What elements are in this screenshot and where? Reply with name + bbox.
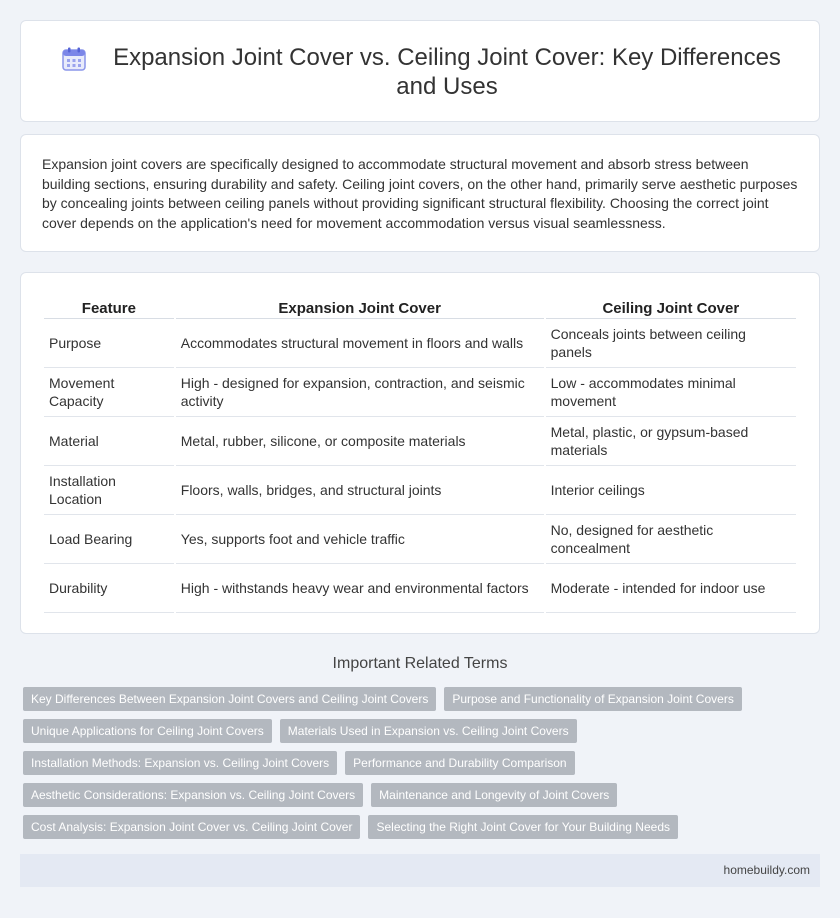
header-feature: Feature — [44, 297, 174, 319]
tag-row — [23, 751, 823, 775]
comparison-table — [42, 297, 798, 613]
related-term-tag[interactable]: Cost Analysis: Expansion Joint Cover vs. Ceiling Joint Cover — [23, 815, 360, 839]
tag-row — [23, 815, 823, 839]
table-row — [44, 515, 796, 564]
table-header-row — [44, 297, 796, 319]
footer — [20, 854, 820, 887]
related-term-tag[interactable]: Key Differences Between Expansion Joint Covers and Ceiling Joint Covers — [23, 687, 436, 711]
comparison-card — [20, 272, 820, 634]
cell-feature: Installation Location — [44, 466, 174, 515]
cell-expansion: Accommodates structural movement in floors and walls — [176, 319, 544, 368]
related-term-tag[interactable]: Aesthetic Considerations: Expansion vs. Ceiling Joint Covers — [23, 783, 363, 807]
cell-feature: Purpose — [44, 319, 174, 368]
page-title: Expansion Joint Cover vs. Ceiling Joint Cover: Key Differences and Uses — [113, 44, 781, 100]
calendar-icon — [61, 46, 87, 72]
header-expansion-joint-cover: Expansion Joint Cover — [176, 297, 544, 319]
cell-expansion: High - withstands heavy wear and environmental factors — [176, 564, 544, 613]
related-term-tag[interactable]: Installation Methods: Expansion vs. Ceiling Joint Covers — [23, 751, 337, 775]
footer-site-link[interactable]: homebuildy.com — [723, 863, 810, 877]
cell-expansion: Metal, rubber, silicone, or composite materials — [176, 417, 544, 466]
tag-row — [23, 687, 823, 711]
cell-ceiling: Interior ceilings — [546, 466, 796, 515]
table-row — [44, 417, 796, 466]
related-terms-heading: Important Related Terms — [332, 655, 508, 672]
cell-feature: Load Bearing — [44, 515, 174, 564]
related-term-tag[interactable]: Selecting the Right Joint Cover for Your Building Needs — [368, 815, 678, 839]
intro-paragraph: Expansion joint covers are specifically designed to accommodate structural movement and absorb stress between building sections, ensuring durability and safety. Ceiling joint covers, on the other hand, primarily serve aesthetic purposes by concealing joints between ceiling panels without providing significant structural flexibility. Choosing the correct joint cover depends on the application's need for movement accommodation versus visual seamlessness. — [42, 156, 798, 231]
cell-ceiling: Conceals joints between ceiling panels — [546, 319, 796, 368]
table-row — [44, 368, 796, 417]
tag-row — [23, 783, 823, 807]
intro-card — [20, 134, 820, 252]
cell-ceiling: Moderate - intended for indoor use — [546, 564, 796, 613]
header-ceiling-joint-cover: Ceiling Joint Cover — [546, 297, 796, 319]
table-row — [44, 564, 796, 613]
related-term-tag[interactable]: Performance and Durability Comparison — [345, 751, 574, 775]
cell-expansion: Floors, walls, bridges, and structural joints — [176, 466, 544, 515]
cell-feature: Durability — [44, 564, 174, 613]
tag-row — [23, 719, 823, 743]
cell-ceiling: No, designed for aesthetic concealment — [546, 515, 796, 564]
cell-expansion: Yes, supports foot and vehicle traffic — [176, 515, 544, 564]
table-row — [44, 319, 796, 368]
related-term-tag[interactable]: Materials Used in Expansion vs. Ceiling Joint Covers — [280, 719, 577, 743]
related-term-tag[interactable]: Unique Applications for Ceiling Joint Covers — [23, 719, 272, 743]
cell-ceiling: Low - accommodates minimal movement — [546, 368, 796, 417]
table-row — [44, 466, 796, 515]
title-wrap — [61, 43, 799, 101]
related-terms-tags — [23, 687, 823, 847]
title-card — [20, 20, 820, 122]
cell-feature: Material — [44, 417, 174, 466]
cell-feature: Movement Capacity — [44, 368, 174, 417]
related-term-tag[interactable]: Purpose and Functionality of Expansion Joint Covers — [444, 687, 742, 711]
cell-ceiling: Metal, plastic, or gypsum-based materials — [546, 417, 796, 466]
related-term-tag[interactable]: Maintenance and Longevity of Joint Covers — [371, 783, 617, 807]
cell-expansion: High - designed for expansion, contraction, and seismic activity — [176, 368, 544, 417]
